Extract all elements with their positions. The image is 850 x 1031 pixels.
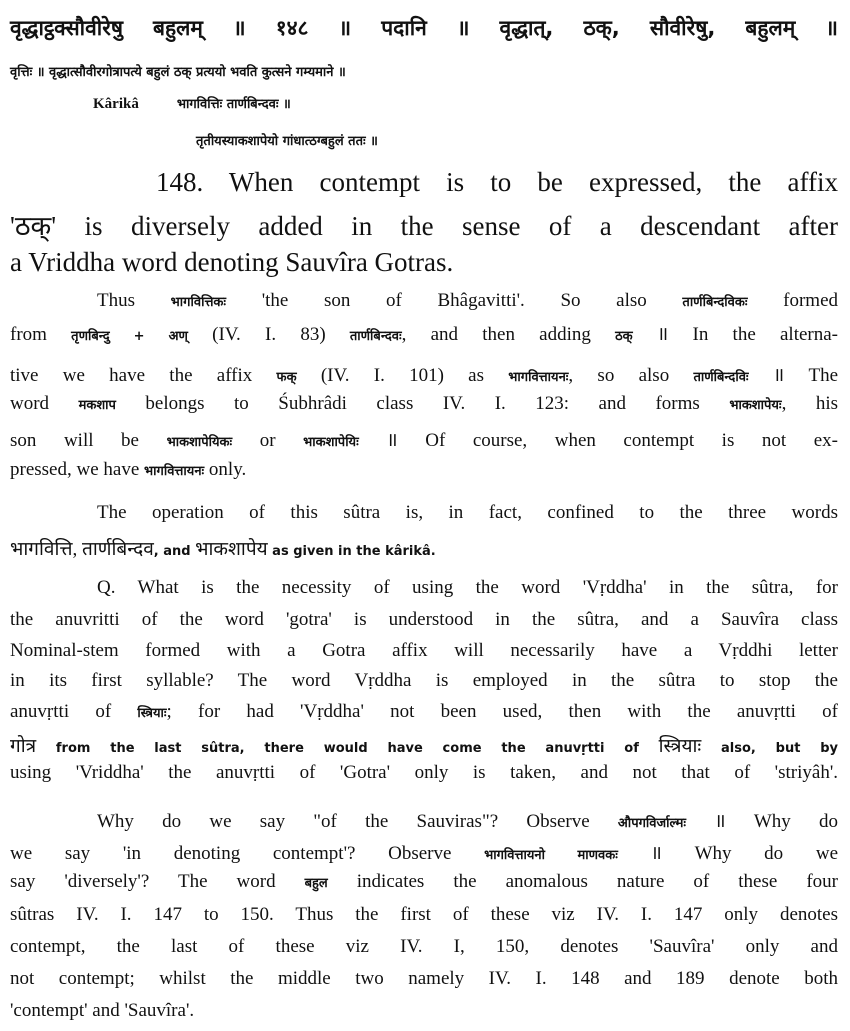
para2-line bbox=[10, 535, 838, 561]
sanskrit-term: भागवित्तिकः bbox=[170, 295, 227, 310]
sanskrit-term: तृणबिन्दु + अण् bbox=[71, 329, 188, 344]
text-segment: or bbox=[232, 430, 304, 451]
sanskrit-term: ठक् bbox=[615, 329, 633, 344]
text-segment: 'the son of Bhâgavitti'. So also bbox=[226, 290, 683, 311]
sanskrit-term: तार्णबिन्दविः bbox=[693, 370, 749, 385]
translation-line-3: a Vriddha word denoting Sauvîra Gotras. bbox=[10, 247, 454, 277]
text-segment: भागवित्ति, तार्णबिन्दव bbox=[10, 539, 154, 560]
para3-line: Q. What is the necessity of using the word 'Vṛddha' in the sûtra, for bbox=[97, 577, 838, 598]
text-segment: son will be bbox=[10, 430, 167, 451]
text-segment: ॥ Why do bbox=[686, 811, 838, 832]
sanskrit-term: भागवित्तायनो माणवकः bbox=[484, 848, 618, 863]
para1-line bbox=[10, 320, 838, 346]
translation-line-1: 148. When contempt is to be expressed, the affix bbox=[156, 167, 838, 197]
para4-line bbox=[97, 807, 838, 833]
para2-line: The operation of this sûtra is, in fact, confined to the three words bbox=[97, 502, 838, 523]
text-segment: word bbox=[10, 393, 79, 414]
vritti-line: वृत्तिः ॥ वृद्धात्सौवीरगोत्रापत्ये बहुलं ठक् प्रत्ययो भवति कुत्सने गम्यमाने ॥ bbox=[10, 65, 346, 80]
para3-line: using 'Vriddha' the anuvṛtti of 'Gotra' only is taken, and not that of 'striyâh'. bbox=[10, 762, 838, 783]
sanskrit-term: भाकशापेयिकः bbox=[166, 435, 233, 450]
para1-line bbox=[10, 426, 838, 452]
para1-line bbox=[10, 459, 838, 481]
text-segment: Thus bbox=[97, 290, 171, 311]
text-segment: ; for had 'Vṛddha' not been used, then with the anuvṛtti of bbox=[166, 701, 838, 722]
para3-line bbox=[10, 732, 838, 758]
translation-line-2: 'ठक्' is diversely added in the sense of a descendant after bbox=[10, 211, 838, 241]
text-segment: (IV. I. 83) bbox=[187, 324, 350, 345]
text-segment: ॥ Of course, when contempt is not ex- bbox=[358, 430, 839, 451]
sanskrit-term: also, but by bbox=[701, 741, 838, 756]
text-segment: , and then adding bbox=[401, 324, 616, 345]
sanskrit-term: तार्णबिन्दविकः bbox=[682, 295, 748, 310]
text-segment: Why do we say "of the Sauviras"? Observe bbox=[97, 811, 618, 832]
sanskrit-term: तार्णबिन्दवः bbox=[349, 329, 402, 344]
sanskrit-term: भाकशापेयिः bbox=[303, 435, 359, 450]
sanskrit-term: as given in the kârikâ. bbox=[267, 544, 436, 559]
text-segment: भाकशापेय bbox=[195, 539, 268, 560]
karika-text-1: भागवित्तिः तार्णबिन्दवः ॥ bbox=[176, 97, 291, 112]
text-segment: indicates the anomalous nature of these four bbox=[327, 871, 838, 892]
para1-line bbox=[10, 393, 838, 415]
para3-line: Nominal-stem formed with a Gotra affix will necessarily have a Vṛddhi letter bbox=[10, 640, 838, 661]
text-segment: (IV. I. 101) as bbox=[296, 365, 509, 386]
text-segment: tive we have the affix bbox=[10, 365, 277, 386]
text-segment: pressed, we have bbox=[10, 459, 145, 480]
para1-line bbox=[97, 290, 838, 312]
para4-line: sûtras IV. I. 147 to 150. Thus the first of these viz IV. I. 147 only denotes bbox=[10, 904, 838, 925]
para4-line bbox=[10, 839, 838, 865]
text-segment: formed bbox=[747, 290, 839, 311]
text-segment: we say 'in denoting contempt'? Observe bbox=[10, 843, 485, 864]
para3-line: in its first syllable? The word Vṛddha is employed in the sûtra to stop the bbox=[10, 670, 838, 691]
text-segment: ॥ The bbox=[748, 365, 838, 386]
para4-line: contempt, the last of these viz IV. I, 150, denotes 'Sauvîra' only and bbox=[10, 936, 838, 957]
text-segment: ॥ In the alterna- bbox=[632, 324, 838, 345]
karika-label: Kârikâ bbox=[93, 96, 139, 112]
sanskrit-term: , and bbox=[153, 544, 196, 559]
karika-line-2: तृतीयस्याकशापेयो गांधात्ठग्बहुलं ततः ॥ bbox=[196, 134, 378, 149]
sanskrit-term: स्त्रियाः bbox=[137, 706, 167, 721]
sanskrit-term: from the last sûtra, there would have come the anuvṛtti of bbox=[36, 741, 659, 756]
sanskrit-term: भाकशापेयः bbox=[729, 398, 782, 413]
text-segment: from bbox=[10, 324, 72, 345]
para1-line bbox=[10, 361, 838, 387]
karika-line-1 bbox=[93, 94, 838, 113]
text-segment: गोत्र bbox=[10, 736, 37, 757]
text-segment: only. bbox=[204, 459, 247, 480]
text-segment: , so also bbox=[568, 365, 694, 386]
text-segment: , his bbox=[781, 393, 838, 414]
para3-line: the anuvritti of the word 'gotra' is understood in the sûtra, and a Sauvîra class bbox=[10, 609, 838, 630]
para4-line bbox=[10, 871, 838, 893]
sanskrit-term: औपगविर्जाल्मः bbox=[617, 816, 687, 831]
sanskrit-term: मकशाप bbox=[78, 398, 116, 413]
text-segment: belongs to Śubhrâdi class IV. I. 123: and forms bbox=[115, 393, 730, 414]
text-segment: ॥ Why do we bbox=[617, 843, 839, 864]
text-segment: स्त्रियाः bbox=[658, 736, 702, 757]
sanskrit-term: फक् bbox=[276, 370, 297, 385]
text-segment: anuvṛtti of bbox=[10, 701, 138, 722]
para4-line: 'contempt' and 'Sauvîra'. bbox=[10, 1000, 195, 1021]
para4-line: not contempt; whilst the middle two namely IV. I. 148 and 189 denote both bbox=[10, 968, 838, 989]
sanskrit-term: भागवित्तायनः bbox=[508, 370, 569, 385]
sanskrit-term: भागवित्तायनः bbox=[144, 464, 205, 479]
sutra-heading: वृद्धाट्ठक्सौवीरेषु बहुलम् ॥ १४८ ॥ पदानि ॥ वृद्धात्, ठक्, सौवीरेषु, बहुलम् ॥ bbox=[10, 16, 838, 40]
para3-line bbox=[10, 701, 838, 723]
text-segment: say 'diversely'? The word bbox=[10, 871, 305, 892]
sanskrit-term: बहुल bbox=[304, 876, 328, 891]
